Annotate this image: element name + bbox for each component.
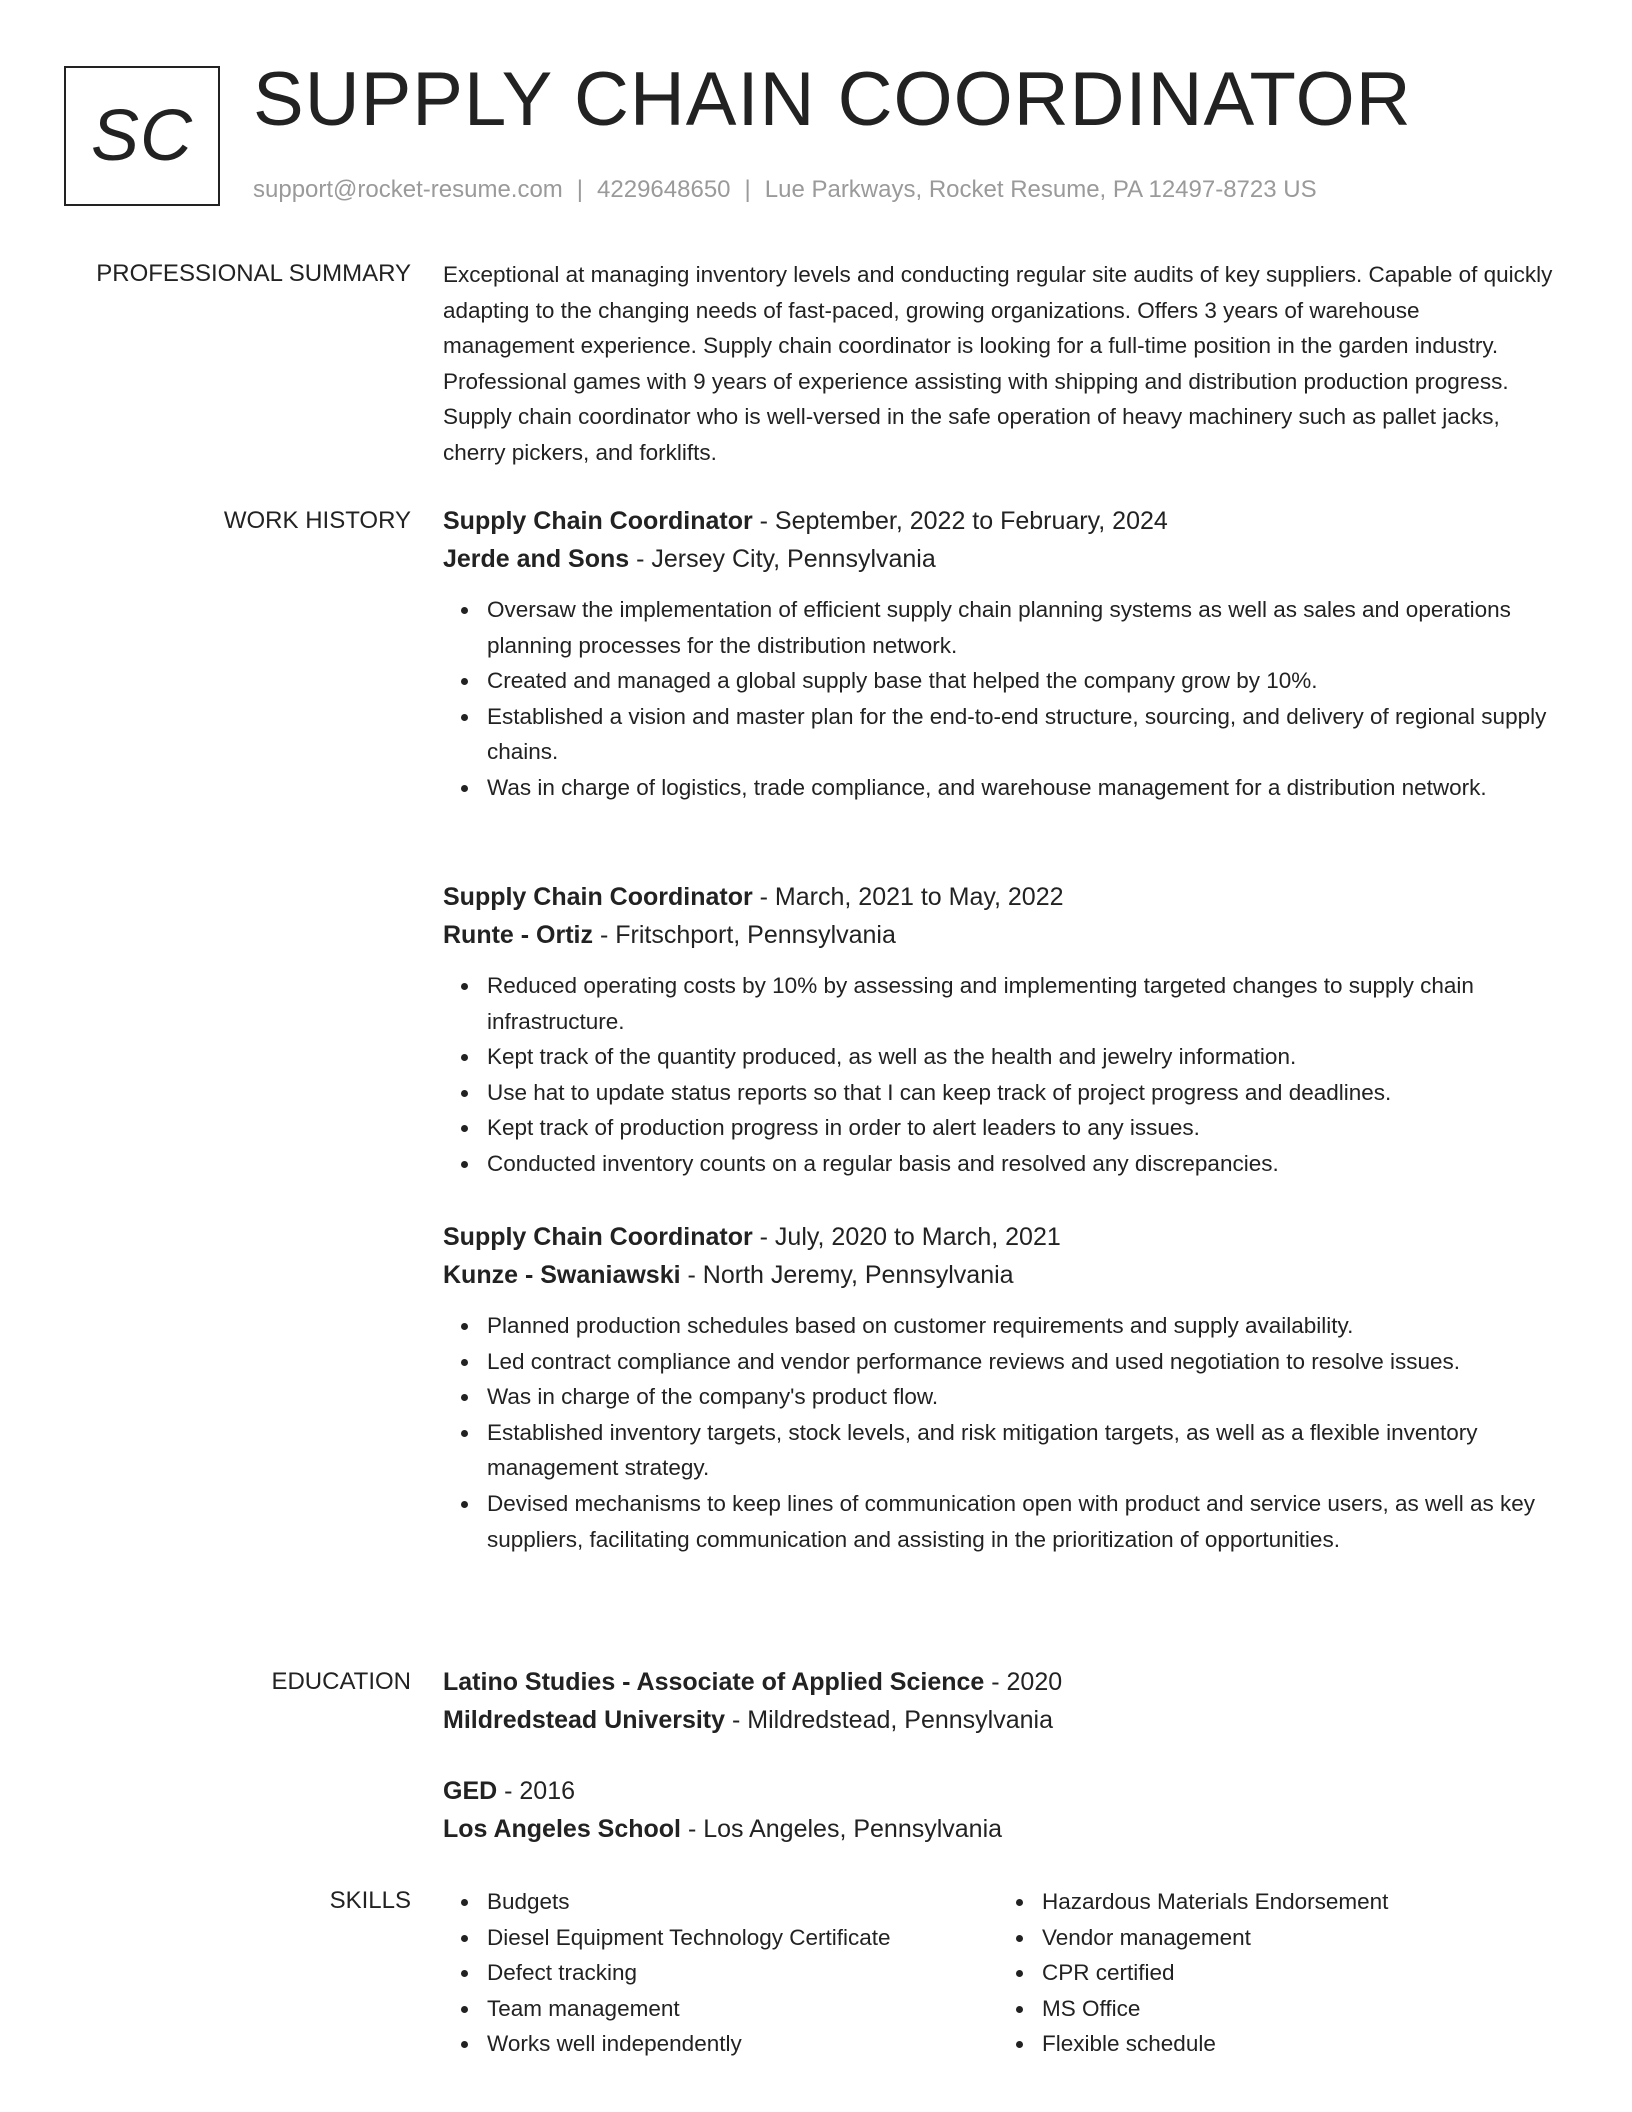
education-location: - Los Angeles, Pennsylvania bbox=[681, 1815, 1003, 1843]
contact-separator: | bbox=[576, 176, 584, 203]
job-location: - North Jeremy, Pennsylvania bbox=[680, 1261, 1014, 1289]
list-item: Created and managed a global supply base that helped the company grow by 10%. bbox=[487, 663, 1553, 699]
list-item: Reduced operating costs by 10% by assessing and implementing targeted changes to supply chain infrastructure. bbox=[487, 968, 1553, 1039]
list-item: Planned production schedules based on customer requirements and supply availability. bbox=[487, 1308, 1553, 1344]
list-item: Established a vision and master plan for the end-to-end structure, sourcing, and delivery of regional supply chains. bbox=[487, 699, 1553, 770]
job-title-line bbox=[443, 502, 1553, 540]
job-company: Jerde and Sons bbox=[443, 545, 630, 573]
list-item: Devised mechanisms to keep lines of communication open with product and service users, as well as key suppliers, facilitating communication and assisting in the prioritization of opportunities. bbox=[487, 1486, 1553, 1557]
job-company-line bbox=[443, 916, 1553, 954]
skill-item: Diesel Equipment Technology Certificate bbox=[487, 1920, 998, 1956]
education-entry bbox=[443, 1663, 1553, 1739]
job-title: Supply Chain Coordinator bbox=[443, 507, 753, 535]
job-entry bbox=[443, 502, 1553, 806]
education-school: Mildredstead University bbox=[443, 1706, 726, 1734]
section-label-education: EDUCATION bbox=[271, 1668, 411, 1695]
education-degree: Latino Studies - Associate of Applied Science bbox=[443, 1668, 985, 1696]
job-title: Supply Chain Coordinator bbox=[443, 883, 753, 911]
contact-separator: | bbox=[744, 176, 751, 203]
summary-text: Exceptional at managing inventory levels and conducting regular site audits of key suppliers. Capable of quickly adapting to the changing needs of fast-paced, growing organizations. Offers 3 years of warehouse management experience. Supply chain coordinator is looking for a full-time position in the garden industry. Professional games with 9 years of experience assisting with shipping and distribution production progress. Supply chain coordinator who is well-versed in the safe operation of heavy machinery such as pallet jacks, cherry pickers, and forklifts. bbox=[443, 262, 1553, 465]
contact-phone: 4229648650 bbox=[597, 176, 731, 203]
list-item: Led contract compliance and vendor performance reviews and used negotiation to resolve issues. bbox=[487, 1344, 1553, 1380]
education-year: - 2016 bbox=[497, 1777, 576, 1805]
job-company: Kunze - Swaniawski bbox=[443, 1261, 681, 1289]
job-title-line bbox=[443, 878, 1553, 916]
job-location: - Fritschport, Pennsylvania bbox=[593, 921, 896, 949]
contact-email: support@rocket-resume.com bbox=[253, 176, 563, 203]
job-company: Runte - Ortiz bbox=[443, 921, 593, 949]
skill-item: Defect tracking bbox=[487, 1955, 998, 1991]
job-company-line bbox=[443, 540, 1553, 578]
section-label-skills: SKILLS bbox=[329, 1887, 411, 1914]
contact-line bbox=[253, 176, 1317, 204]
list-item: Was in charge of logistics, trade compliance, and warehouse management for a distribution network. bbox=[487, 770, 1553, 806]
education-school-line bbox=[443, 1701, 1553, 1739]
list-item: Was in charge of the company's product flow. bbox=[487, 1379, 1553, 1415]
skill-item: CPR certified bbox=[1042, 1955, 1553, 1991]
job-location: - Jersey City, Pennsylvania bbox=[629, 545, 936, 573]
list-item: Use hat to update status reports so that I can keep track of project progress and deadlines. bbox=[487, 1075, 1553, 1111]
job-title: Supply Chain Coordinator bbox=[443, 1223, 753, 1251]
contact-address: Lue Parkways, Rocket Resume, PA 12497-8723 US bbox=[764, 176, 1317, 203]
job-entry bbox=[443, 1218, 1553, 1557]
list-item: Oversaw the implementation of efficient supply chain planning systems as well as sales and operations planning processes for the distribution network. bbox=[487, 592, 1553, 663]
skill-item: Flexible schedule bbox=[1042, 2026, 1553, 2062]
job-bullets bbox=[443, 592, 1553, 806]
list-item: Kept track of production progress in order to alert leaders to any issues. bbox=[487, 1110, 1553, 1146]
skills-list bbox=[443, 1884, 1553, 2062]
section-label-summary: PROFESSIONAL SUMMARY bbox=[96, 260, 411, 287]
skill-item: Hazardous Materials Endorsement bbox=[1042, 1884, 1553, 1920]
list-item: Established inventory targets, stock levels, and risk mitigation targets, as well as a flexible inventory management strategy. bbox=[487, 1415, 1553, 1486]
skill-item: Team management bbox=[487, 1991, 998, 2027]
skill-item: MS Office bbox=[1042, 1991, 1553, 2027]
list-item: Kept track of the quantity produced, as well as the health and jewelry information. bbox=[487, 1039, 1553, 1075]
education-degree-line bbox=[443, 1663, 1553, 1701]
skills-column-right bbox=[998, 1884, 1553, 2062]
job-company-line bbox=[443, 1256, 1553, 1294]
job-dates: - March, 2021 to May, 2022 bbox=[752, 883, 1064, 911]
skill-item: Budgets bbox=[487, 1884, 998, 1920]
section-label-work-history: WORK HISTORY bbox=[223, 507, 411, 534]
job-dates: - September, 2022 to February, 2024 bbox=[752, 507, 1168, 535]
job-bullets bbox=[443, 1308, 1553, 1557]
monogram-initials: SC bbox=[64, 66, 220, 206]
education-entry bbox=[443, 1772, 1553, 1848]
skills-column-left bbox=[443, 1884, 998, 2062]
skill-item: Works well independently bbox=[487, 2026, 998, 2062]
education-school: Los Angeles School bbox=[443, 1815, 682, 1843]
job-entry bbox=[443, 878, 1553, 1182]
candidate-name: SUPPLY CHAIN COORDINATOR bbox=[253, 57, 1412, 142]
education-degree-line bbox=[443, 1772, 1553, 1810]
job-title-line bbox=[443, 1218, 1553, 1256]
job-dates: - July, 2020 to March, 2021 bbox=[752, 1223, 1061, 1251]
education-degree: GED bbox=[443, 1777, 498, 1805]
job-bullets bbox=[443, 968, 1553, 1182]
skill-item: Vendor management bbox=[1042, 1920, 1553, 1956]
list-item: Conducted inventory counts on a regular basis and resolved any discrepancies. bbox=[487, 1146, 1553, 1182]
education-location: - Mildredstead, Pennsylvania bbox=[725, 1706, 1053, 1734]
education-year: - 2020 bbox=[984, 1668, 1063, 1696]
education-school-line bbox=[443, 1810, 1553, 1848]
